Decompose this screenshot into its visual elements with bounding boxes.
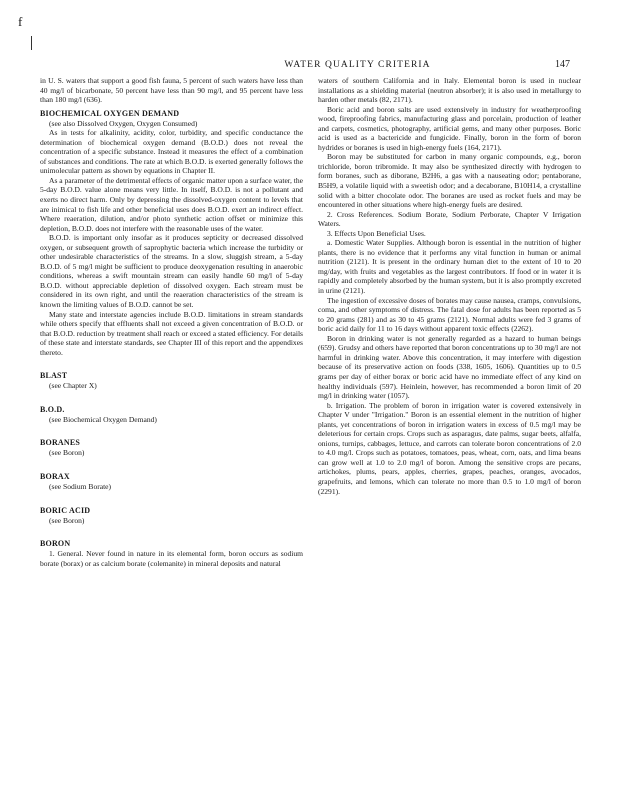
boron-heading: BORON	[40, 539, 71, 549]
borax-heading: BORAX	[40, 471, 70, 481]
boron-paragraph-4: Boron may be substituted for carbon in many organic compounds, e.g., boron trichloride, boron tribromide. It may also be synthesized directly with hydrogen to form boranes, such as diborane, B2H6, a gas with a nauseating odor; pentaborane, B5H9, a volatile liquid with a sweetish odor; and a decaborane, B10H14, a crystalline solid with a bitter chocolate odor. The boranes are used as rocket fuels and may be encountered in other situations where high-energy fuels are desired.	[318, 152, 581, 210]
boron-paragraph-1: 1. General. Never found in nature in its elemental form, boron occurs as sodium borate (borax) or as calcium borate (colemanite) in mineral deposits and natural	[40, 549, 303, 568]
blast-ref: (see Chapter X)	[49, 381, 97, 391]
bod-heading: BIOCHEMICAL OXYGEN DEMAND	[40, 108, 180, 118]
page-number: 147	[555, 59, 570, 70]
domestic-water-paragraph: a. Domestic Water Supplies. Although boron is essential in the nutrition of higher plants, there is no evidence that it performs any vital function in human or animal nutrition (2121). It is present in the ordinary human diet to the extent of 10 to 20 mg/day, with fruits and vegetables as the largest contributors. If food or in water it is rapidly and completely absorbed by the human system, but it is also promptly excreted in urine (2121).	[318, 238, 581, 296]
blast-heading: BLAST	[40, 371, 68, 381]
cross-references: 2. Cross References. Sodium Borate, Sodium Perborate, Chapter V Irrigation Waters.	[318, 209, 581, 229]
boron-paragraph-3: Boric acid and boron salts are used extensively in industry for weatherproofing wood, fireproofing fabrics, manufacturing glass and porcelain, production of leather and carpets, cosmetics, photography, artificial gems, and many other purposes. Boric acid is used as a bactericide and fungicide. Finally, boron in the form of boron hydrides or boranes is used in high-energy fuels (164, 2171).	[318, 104, 581, 152]
irrigation-paragraph: b. Irrigation. The problem of boron in irrigation water is covered extensively in Chapter V under "Irrigation." Boron is an essential element in the nutrition of higher plants, yet concentrations of boron in irrigation waters in excess of 0.5 mg/l may be deleterious for certain crops. Crops such as asparagus, date palms, sugar beets, alfalfa, onions, turnips, cabbages, lettuce, and carrots can tolerate boron concentrations of 2.0 to 4.0 mg/l. Crops such as potatoes, tomatoes, peas, wheat, corn, oats, and lima beans can grow well at 1.0 to 2.0 mg/l of boron. Among the sensitive crops are pecans, artichokes, plums, pears, apples, cherries, grapes, peaches, oranges, avocados, grapefruits, and lemons, which can tolerate no more than 0.5 to 1.0 mg/l of boron (2291).	[318, 400, 581, 496]
ingestion-paragraph: The ingestion of excessive doses of borates may cause nausea, cramps, convulsions, coma, and other symptoms of distress. The fatal dose for adults has been reported as 5 to 20 grams (281) and as 30 to 45 grams (2121). Normal adults were fed 3 grams of boric acid daily for 11 to 16 days without apparent toxic effects (2262).	[318, 295, 582, 334]
bod-paragraph-4: Many state and interstate agencies include B.O.D. limitations in stream standards while others specify that effluents shall not exceed a given concentration of B.O.D. or that B.O.D. reduction by treatment shall reach or exceed a stated efficiency. For details of these state and interstate standards, see Chapter III of this report and the appendixes thereto.	[40, 309, 303, 357]
margin-tick-mark	[31, 36, 32, 50]
bod-see-also: (see also Dissolved Oxygen, Oxygen Consumed)	[49, 118, 198, 128]
intro-paragraph: in U. S. waters that support a good fish fauna, 5 percent of such waters have less than 40 mg/l of bicarbonate, 50 percent have less than 90 mg/l, and 95 percent have less than 180 mg/l (636).	[40, 76, 303, 105]
right-column	[318, 76, 581, 496]
borax-ref: (see Sodium Borate)	[49, 481, 112, 491]
boranes-ref: (see Boron)	[49, 448, 85, 458]
bod-short-heading: B.O.D.	[40, 404, 65, 414]
corner-mark: f	[18, 14, 23, 29]
boranes-heading: BORANES	[40, 438, 81, 448]
effects-heading: 3. Effects Upon Beneficial Uses.	[327, 228, 426, 238]
bod-paragraph-2: As a parameter of the detrimental effects of organic matter upon a surface water, the 5-day B.O.D. value alone means very little. In itself, B.O.D. is not a pollutant and exerts no direct harm. Only by depressing the dissolved-oxygen content to levels that are inimical to fish life and other beneficial uses does B.O.D. exert an indirect effect. Where reaeration, dilution, and/or photo synthetic action offset or minimize this depletion, B.O.D. does not interfere with the reasonable uses of the water.	[40, 175, 304, 233]
boric-acid-heading: BORIC ACID	[40, 505, 91, 515]
left-column	[40, 76, 303, 568]
bod-paragraph-3: B.O.D. is important only insofar as it produces septicity or decreased dissolved oxygen, or subsequent growth of saprophytic bacteria which increase the turbidity or other undesirable characteristics of the streams. In a slow, sluggish stream, a 5-day B.O.D. of 5 mg/l might be sufficient to produce deoxygenation resulting in anaerobic conditions, whereas a swift mountain stream can easily handle 60 mg/l of 5-day B.O.D. without appreciable depletion of dissolved oxygen. Each stream must be considered in its own right, and until the reaeration characteristics of the stream is known the limiting values of B.O.D. cannot be set.	[40, 233, 303, 310]
boron-paragraph-2: waters of southern California and in Italy. Elemental boron is used in nuclear installations as a shielding material (neutron absorber); it is also used in metallurgy to harden other metals (82, 2171).	[318, 76, 581, 105]
running-header: WATER QUALITY CRITERIA	[284, 60, 431, 70]
bod-short-ref: (see Biochemical Oxygen Demand)	[49, 414, 157, 424]
boric-acid-ref: (see Boron)	[49, 515, 85, 525]
drinking-water-paragraph: Boron in drinking water is not generally regarded as a hazard to human beings (659). Grudsy and others have reported that boron concentrations up to 30 mg/l are not harmful in drinking water. Above this concentration, it may interfere with digestion because of its preservative action on foods (338, 1605, 1606). Quantities up to 0.5 grams per day of either borax or boric acid have no immediate effect of any kind on healthy individuals (597). Heinlein, however, has recommended a boron limit of 20 mg/l in drinking water (1057).	[318, 333, 581, 401]
bod-paragraph-1: As in tests for alkalinity, acidity, color, turbidity, and specific conductance the determination of biochemical oxygen demand (B.O.D.) does not reveal the concentration of a specific substance. Instead it measures the effect of a combination of substances and conditions. The rate at which B.O.D. is exerted generally follows the unimolecular pattern as shown by equations in Chapter II.	[40, 128, 303, 176]
